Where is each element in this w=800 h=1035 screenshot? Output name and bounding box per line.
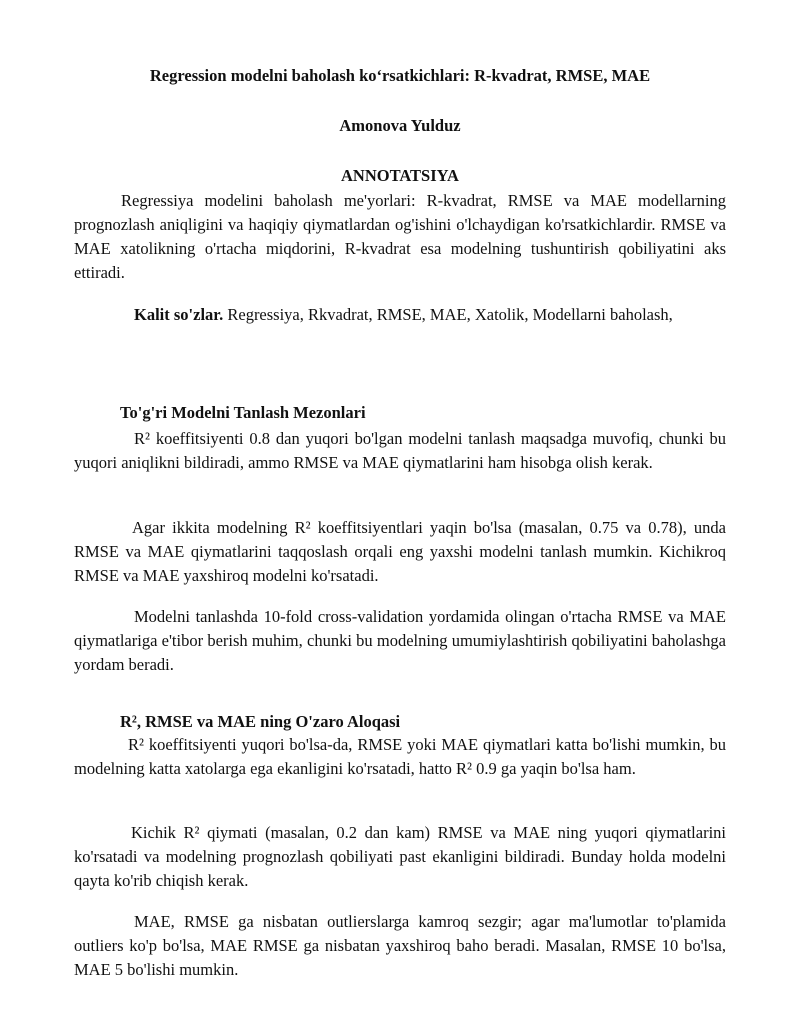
keywords-paragraph <box>74 303 726 327</box>
author-name: Amonova Yulduz <box>339 116 461 135</box>
section2-paragraph-2: Kichik R² qiymati (masalan, 0.2 dan kam) RMSE va MAE ning yuqori qiymatlarini ko'rsatadi va modelning prognozlash qobiliyati past ekanligini bildiradi. Bunday holda modelni qayta ko'rib chiqish kerak. <box>74 823 726 890</box>
document-title: Regression modelni baholash ko‘rsatkichlari: R-kvadrat, RMSE, MAE <box>149 66 651 85</box>
annotation-heading: ANNOTATSIYA <box>341 166 459 185</box>
keywords-label: Kalit so'zlar. <box>134 305 224 324</box>
annotation-paragraph: Regressiya modelini baholash me'yorlari: R-kvadrat, RMSE va MAE modellarning prognozlash aniqligini va haqiqiy qiymatlardan og'ishini o'lchaydigan ko'rsatkichlardir. RMSE va MAE xatolikning o'rtacha miqdorini, R-kvadrat esa modelning tushuntirish qobiliyatini aks ettiradi. <box>74 191 726 282</box>
section2-paragraph-1: R² koeffitsiyenti yuqori bo'lsa-da, RMSE yoki MAE qiymatlari katta bo'lishi mumkin, bu modelning katta xatolarga ega ekanligini ko'rsatadi, hatto R² 0.9 ga yaqin bo'lsa ham. <box>74 735 726 778</box>
section1-paragraph-3: Modelni tanlashda 10-fold cross-validation yordamida olingan o'rtacha RMSE va MAE qiymatlariga e'tibor berish muhim, chunki bu modelning umumiylashtirish qobiliyatini baholashga yordam beradi. <box>74 607 726 674</box>
section2-paragraph-3: MAE, RMSE ga nisbatan outlierslarga kamroq sezgir; agar ma'lumotlar to'plamida outliers ko'p bo'lsa, MAE RMSE ga nisbatan yaxshiroq baho beradi. Masalan, RMSE 10 bo'lsa, MAE 5 bo'lishi mumkin. <box>74 912 726 979</box>
section-heading-relationship: R², RMSE va MAE ning O'zaro Aloqasi <box>120 712 401 731</box>
section1-paragraph-1: R² koeffitsiyenti 0.8 dan yuqori bo'lgan modelni tanlash maqsadga muvofiq, chunki bu yuqori aniqlikni bildiradi, ammo RMSE va MAE qiymatlarini ham hisobga olish kerak. <box>74 429 726 472</box>
keywords-text: Regressiya, Rkvadrat, RMSE, MAE, Xatolik, Modellarni baholash, <box>223 305 673 324</box>
section1-paragraph-2: Agar ikkita modelning R² koeffitsiyentlari yaqin bo'lsa (masalan, 0.75 va 0.78), unda RMSE va MAE qiymatlarini taqqoslash orqali eng yaxshi modelni tanlash mumkin. Kichikroq RMSE va MAE yaxshiroq modelni ko'rsatadi. <box>74 518 726 585</box>
section-heading-model-selection: To'g'ri Modelni Tanlash Mezonlari <box>120 403 366 422</box>
